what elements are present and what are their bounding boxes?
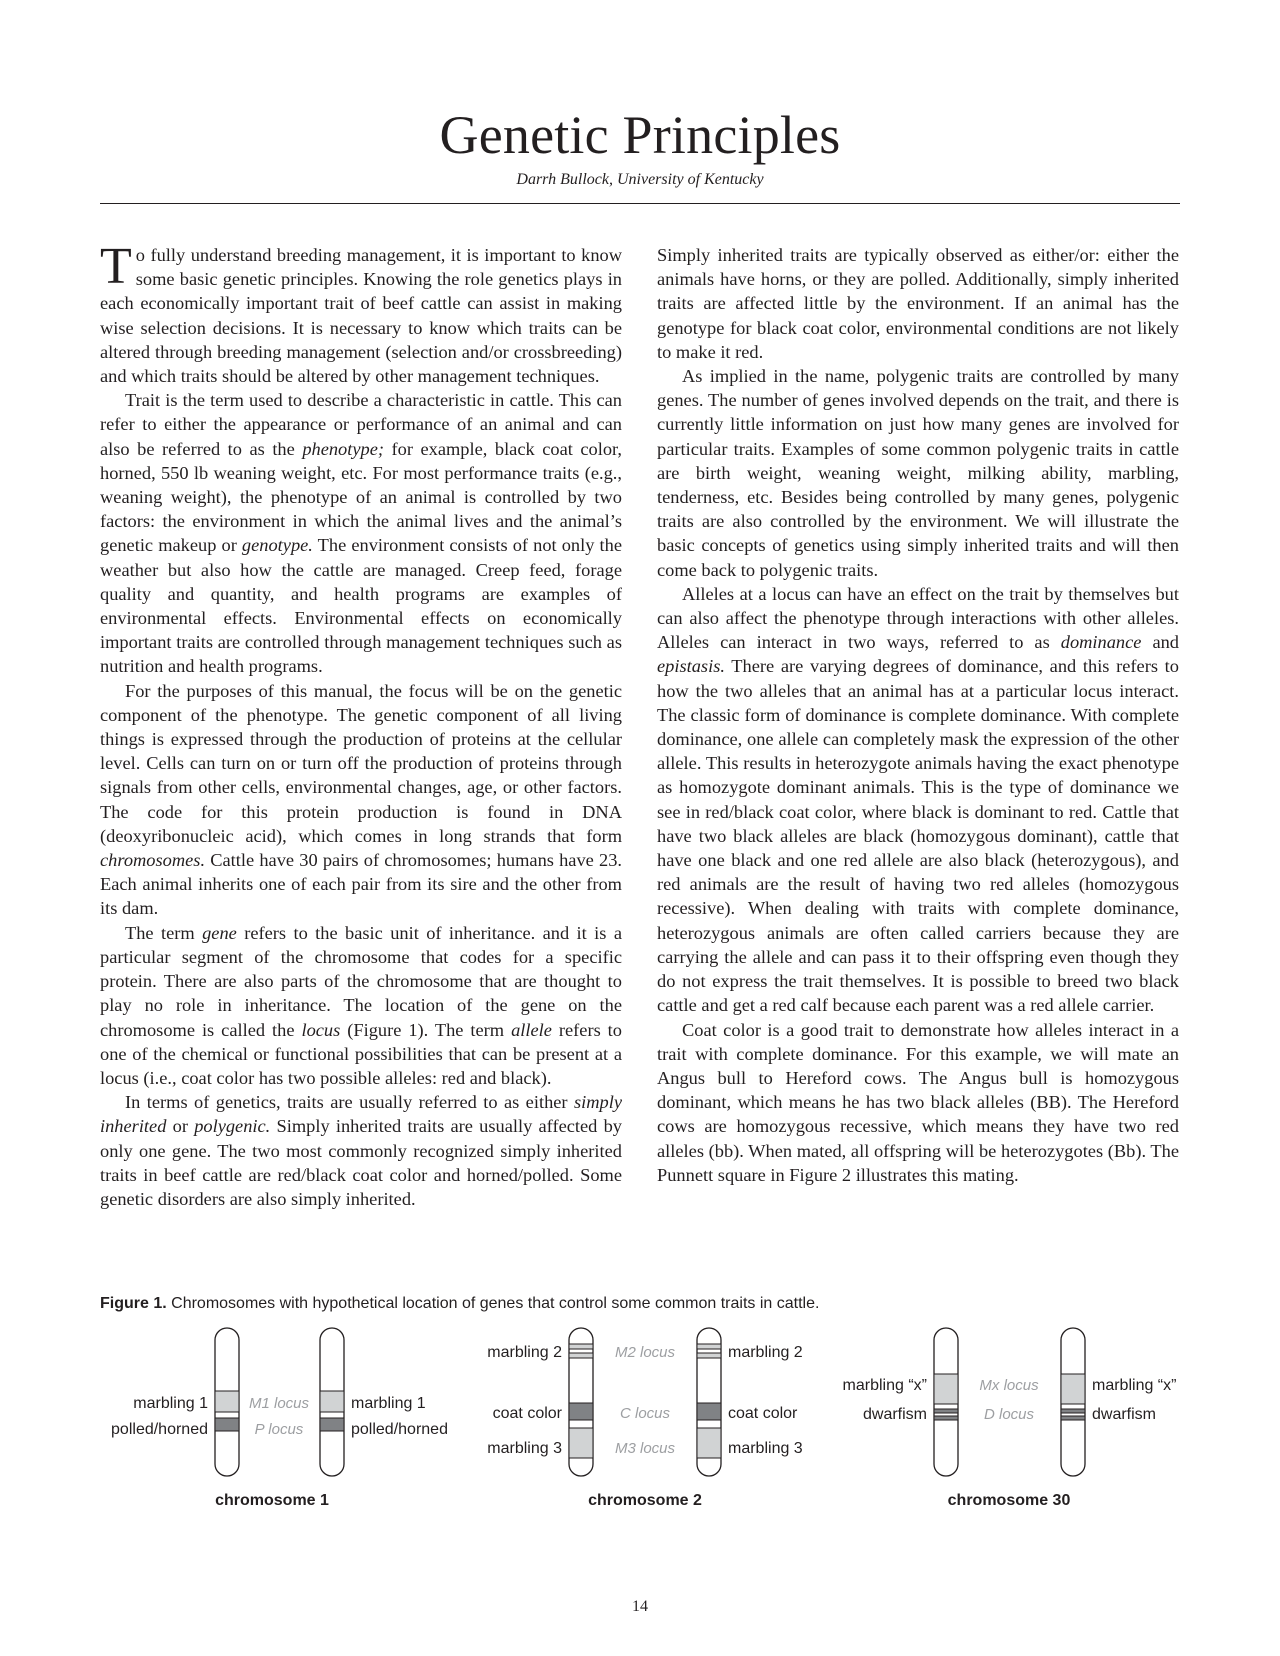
locus-m3: M3 locus bbox=[614, 1440, 676, 1457]
band-dwarfism bbox=[1061, 1416, 1085, 1420]
band-dwarfism bbox=[934, 1416, 958, 1420]
figure-caption-label: Figure 1. bbox=[100, 1295, 167, 1312]
chromosome-1-name: chromosome 1 bbox=[215, 1492, 329, 1509]
page-title: Genetic Principles bbox=[439, 105, 841, 165]
label-marbling-x-right: marbling “x” bbox=[1092, 1377, 1177, 1394]
label-marbling-x-left: marbling “x” bbox=[842, 1377, 927, 1394]
chromosome-2-group bbox=[487, 1328, 803, 1509]
term-genotype: genotype. bbox=[241, 535, 313, 556]
band-marbling-3 bbox=[569, 1428, 593, 1458]
text-run: There are varying degrees of dominance, and this refers to how the two alleles that an animal has at a particular locus interact. The classic form of dominance is complete dominance. With complete dominance, one allele can completely mask the expression of the other allele. This results in heterozygote animals having the exact phenotype as homozygote dominant animals. This is the type of dominance we see in red/black coat color, where black is dominant to red. Cattle that have two black alleles are black (homozygous dominant), cattle that have one black and one red allele are also black (heterozygous), and red animals are the result of having two red alleles (homozygous recessive). When dealing with traits with complete dominance, heterozygous animals are often called carriers because they are carrying the allele and can pass it to their offspring even though they do not express the trait themselves. It is possible to breed two black cattle and get a red calf because each parent was a red allele carrier. bbox=[657, 656, 1179, 1016]
term-phenotype: phenotype; bbox=[302, 438, 385, 459]
text-run: (Figure 1). The term bbox=[340, 1019, 512, 1040]
page-number: 14 bbox=[632, 1598, 648, 1615]
term-locus: locus bbox=[301, 1019, 341, 1040]
chromosome-30-name: chromosome 30 bbox=[947, 1492, 1071, 1509]
label-marbling-1-right: marbling 1 bbox=[351, 1395, 426, 1412]
drop-cap: T bbox=[100, 238, 132, 295]
locus-m1: M1 locus bbox=[248, 1395, 310, 1412]
text-run: The term bbox=[125, 922, 203, 943]
band-marbling-2 bbox=[569, 1344, 593, 1349]
label-dwarfism-left: dwarfism bbox=[862, 1406, 927, 1423]
term-chromosomes: chromosomes. bbox=[100, 850, 206, 871]
band-marbling-2 bbox=[569, 1353, 593, 1358]
band-marbling-x bbox=[1061, 1374, 1085, 1404]
text-run: refers to one of the chemical or functional possibilities that can be present at a locus (i.e., coat color has two possible alleles: red and black). bbox=[100, 1019, 622, 1088]
locus-c: C locus bbox=[619, 1405, 671, 1422]
text-run: refers to the basic unit of inheritance. and it is a particular segment of the chromosome that codes for a specific protein. There are also parts of the chromosome that are thought to play no role in inheritance. The location of the gene on the chromosome is called the bbox=[100, 922, 622, 1040]
text-run: In terms of genetics, traits are usually referred to as either bbox=[125, 1092, 574, 1113]
band-dwarfism bbox=[1061, 1409, 1085, 1413]
label-marbling-2-left: marbling 2 bbox=[487, 1344, 562, 1361]
author-line: Darrh Bullock, University of Kentucky bbox=[516, 171, 764, 188]
text-run: Cattle have 30 pairs of chromosomes; humans have 23. Each animal inherits one of each pair from its sire and the other from its dam. bbox=[100, 850, 622, 919]
term-dominance: dominance bbox=[1060, 632, 1142, 653]
paragraph-simply-inherited: Simply inherited traits are typically observed as either/or: either the animals have horns, or they are polled. Additionally, simply inherited traits are affected little by the environment. If an animal has the genotype for black coat color, environmental conditions are not likely to make it red. bbox=[657, 245, 1179, 362]
locus-mx: Mx locus bbox=[979, 1377, 1039, 1394]
figure-caption-text: Chromosomes with hypothetical location of genes that control some common traits in cattle. bbox=[166, 1295, 820, 1312]
band-marbling-x bbox=[934, 1374, 958, 1404]
label-marbling-3-left: marbling 3 bbox=[487, 1440, 562, 1457]
text-run: Trait is the term used to describe a characteristic in cattle. This can refer to either the appearance or performance of an animal and can also be referred to as the bbox=[100, 390, 622, 459]
band-dwarfism bbox=[934, 1409, 958, 1413]
term-polygenic: polygenic. bbox=[194, 1116, 271, 1137]
text-run: and bbox=[1141, 632, 1179, 653]
locus-d: D locus bbox=[983, 1406, 1035, 1423]
paragraph-coat-color: Coat color is a good trait to demonstrate how alleles interact in a trait with complete dominance. For this example, we will mate an Angus bull to Hereford cows. The Angus bull is homozygous dominant, which means he has two black alleles (BB). The Hereford cows are homozygous recessive, which means they have two red alleles (bb). When mated, all offspring will be heterozygotes (Bb). The Punnett square in Figure 2 illustrates this mating. bbox=[657, 1019, 1179, 1185]
label-polled-horned-left: polled/horned bbox=[111, 1421, 208, 1438]
term-epistasis: epistasis. bbox=[657, 656, 725, 677]
band-polled-horned bbox=[320, 1418, 344, 1431]
label-polled-horned-right: polled/horned bbox=[351, 1421, 448, 1438]
label-dwarfism-right: dwarfism bbox=[1092, 1406, 1157, 1423]
band-coat-color bbox=[697, 1403, 721, 1420]
intro-text: o fully understand breeding management, it is important to know some basic genetic principles. Knowing the role genetics plays in each economically important trait of beef cattle can assist in making wise selection decisions. It is necessary to know which traits can be altered through breeding management (selection and/or crossbreeding) and which traits should be altered by other management techniques. bbox=[100, 245, 622, 387]
text-run: For the purposes of this manual, the focus will be on the genetic component of the phenotype. The genetic component of all living things is expressed through the production of proteins at the cellular level. Cells can turn on or turn off the production of proteins through signals from other cells, environmental changes, age, or other factors. The code for this protein production is found in DNA (deoxyribonucleic acid), which comes in long strands that form bbox=[100, 680, 622, 846]
text-run: or bbox=[166, 1116, 195, 1137]
locus-p: P locus bbox=[254, 1421, 304, 1438]
band-marbling-2 bbox=[697, 1344, 721, 1349]
term-allele: allele bbox=[511, 1019, 552, 1040]
paragraph-polygenic: As implied in the name, polygenic traits are controlled by many genes. The number of genes involved depends on the trait, and there is currently little information on just how many genes are involved for particular traits. Examples of some common polygenic traits in cattle are birth weight, weaning weight, milking ability, marbling, tenderness, etc. Besides being controlled by many genes, polygenic traits are also controlled by the environment. We will illustrate the basic concepts of genetics using simply inherited traits and will then come back to polygenic traits. bbox=[657, 366, 1179, 580]
chromosome-1-group bbox=[111, 1328, 448, 1509]
label-marbling-2-right: marbling 2 bbox=[728, 1344, 803, 1361]
band-coat-color bbox=[569, 1403, 593, 1420]
term-gene: gene bbox=[202, 922, 237, 943]
band-marbling-2 bbox=[697, 1353, 721, 1358]
label-marbling-1-left: marbling 1 bbox=[133, 1395, 208, 1412]
label-marbling-3-right: marbling 3 bbox=[728, 1440, 803, 1457]
chromosome-30-group bbox=[843, 1328, 1177, 1509]
band-polled-horned bbox=[215, 1418, 239, 1431]
text-run: Simply inherited traits are usually affected by only one gene. The two most commonly recognized simply inherited traits in beef cattle are red/black coat color and horned/polled. Some genetic disorders are also simply inherited. bbox=[100, 1116, 622, 1209]
band-marbling-3 bbox=[697, 1428, 721, 1458]
locus-m2: M2 locus bbox=[614, 1344, 676, 1361]
band-marbling-1 bbox=[215, 1391, 239, 1412]
text-run: for example, black coat color, horned, 550 lb weaning weight, etc. For most performance traits (e.g., weaning weight), the phenotype of an animal is controlled by two factors: the environment in which the animal lives and the animal’s genetic makeup or bbox=[100, 438, 622, 556]
text-run: The environment consists of not only the weather but also how the cattle are managed. Creep feed, forage quality and quantity, and health programs are examples of environmental effects. Environmental effects on economically important traits are controlled through management techniques such as nutrition and health programs. bbox=[100, 535, 622, 677]
chromosome-2-name: chromosome 2 bbox=[588, 1492, 702, 1509]
term-simply-inherited: simply inherited bbox=[100, 1092, 622, 1137]
label-coat-color-right: coat color bbox=[728, 1405, 798, 1422]
label-coat-color-left: coat color bbox=[492, 1405, 562, 1422]
band-marbling-1 bbox=[320, 1391, 344, 1412]
text-run: Alleles at a locus can have an effect on the trait by themselves but can also affect the phenotype through interactions with other alleles. Alleles can interact in two ways, referred to as bbox=[657, 583, 1179, 653]
